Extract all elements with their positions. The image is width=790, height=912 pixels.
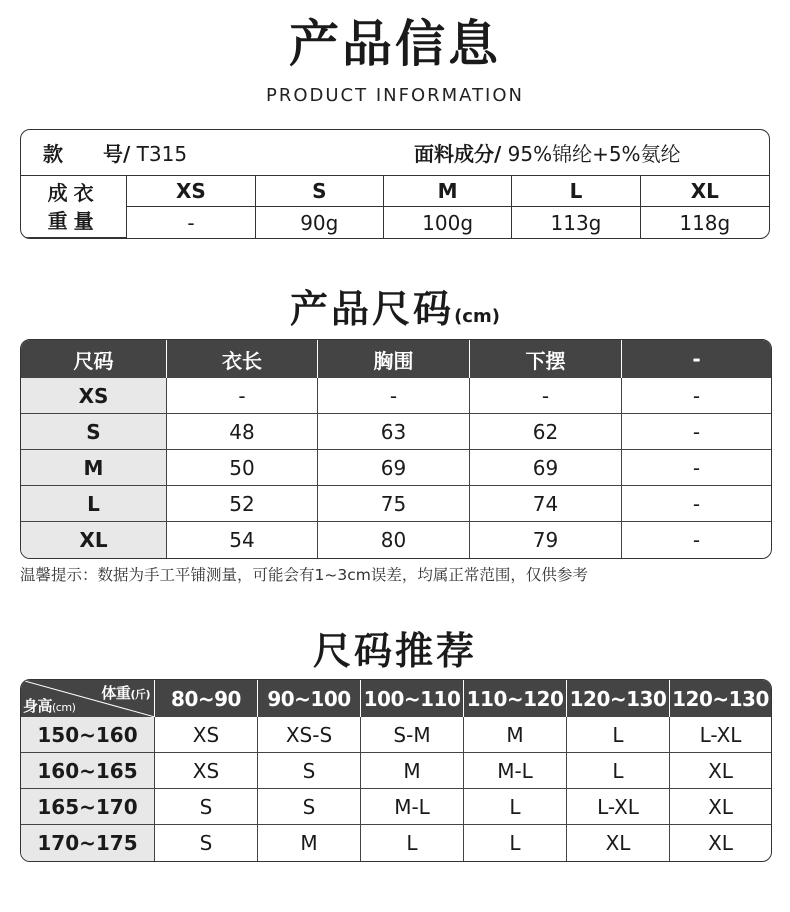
weight-value-m: 100g <box>384 207 512 238</box>
cell: M <box>258 825 361 861</box>
cell: 80 <box>318 522 470 558</box>
cell: 62 <box>470 414 622 450</box>
height-range: 160~165 <box>21 753 155 789</box>
cell: M-L <box>464 753 567 789</box>
cell: L <box>464 825 567 861</box>
header-extra: - <box>622 340 771 378</box>
cell: 50 <box>167 450 318 486</box>
table-row <box>21 717 771 753</box>
cell: - <box>167 378 318 414</box>
size-recommend-table <box>20 679 772 862</box>
measurement-note: 温馨提示：数据为手工平铺测量，可能会有1~3cm误差，均属正常范围，仅供参考 <box>20 566 588 584</box>
header-size: 尺码 <box>21 340 167 378</box>
cell: XL <box>567 825 670 861</box>
cell: XL <box>670 753 771 789</box>
weight-range: 110~120 <box>464 680 567 717</box>
cell: L-XL <box>567 789 670 825</box>
recommend-header <box>21 680 771 717</box>
fabric-value: 95%锦纶+5%氨纶 <box>507 142 681 166</box>
row-size: L <box>21 486 167 522</box>
style-value: T315 <box>136 142 188 166</box>
style-cell <box>21 130 384 176</box>
table-row <box>21 789 771 825</box>
size-table <box>20 339 772 559</box>
table-row <box>21 825 771 861</box>
cell: S-M <box>361 717 464 753</box>
weight-value-xs: - <box>127 207 255 238</box>
weight-range: 90~100 <box>258 680 361 717</box>
weight-label: 成衣重量 <box>21 176 127 238</box>
cell: S <box>155 825 258 861</box>
cell: - <box>470 378 622 414</box>
cell: 69 <box>318 450 470 486</box>
cell: 75 <box>318 486 470 522</box>
row-size: M <box>21 450 167 486</box>
weight-range: 120~130 <box>567 680 670 717</box>
weight-size-s: S <box>256 176 384 207</box>
cell: - <box>622 414 771 450</box>
weight-range: 80~90 <box>155 680 258 717</box>
weight-range: 120~130 <box>670 680 771 717</box>
height-range: 150~160 <box>21 717 155 753</box>
height-range: 165~170 <box>21 789 155 825</box>
row-size: XL <box>21 522 167 558</box>
cell: - <box>622 486 771 522</box>
cell: - <box>622 378 771 414</box>
cell: 52 <box>167 486 318 522</box>
cell: XS-S <box>258 717 361 753</box>
weight-value-l: 113g <box>512 207 640 238</box>
corner-height-label: 身高(cm) <box>23 697 76 715</box>
size-recommend-title: 尺码推荐 <box>312 629 477 673</box>
weight-value-xl: 118g <box>679 210 731 235</box>
weight-size-m: M <box>384 176 512 207</box>
style-fabric-row <box>21 130 769 176</box>
weight-value-s: 90g <box>256 207 384 238</box>
cell: M <box>464 717 567 753</box>
weight-size-l: L <box>512 176 640 207</box>
cell: M-L <box>361 789 464 825</box>
weight-value-row <box>21 207 769 238</box>
cell: S <box>155 789 258 825</box>
cell: M <box>361 753 464 789</box>
cell: L <box>464 789 567 825</box>
cell: XL <box>670 789 771 825</box>
product-size-title: 产品尺码(cm) <box>290 287 500 331</box>
table-row <box>21 486 771 522</box>
header-hem: 下摆 <box>470 340 622 378</box>
cell: - <box>318 378 470 414</box>
table-row <box>21 450 771 486</box>
cell: 54 <box>167 522 318 558</box>
cell: 48 <box>167 414 318 450</box>
table-row <box>21 378 771 414</box>
product-info-subtitle: PRODUCT INFORMATION <box>265 85 525 106</box>
corner-weight-label: 体重(斤) <box>101 684 150 702</box>
fabric-cell <box>384 130 769 176</box>
product-size-unit: (cm) <box>454 306 500 327</box>
weight-range: 100~110 <box>361 680 464 717</box>
cell: S <box>258 753 361 789</box>
cell: 79 <box>470 522 622 558</box>
cell: 69 <box>470 450 622 486</box>
weight-size-xs: XS <box>127 176 255 207</box>
cell: - <box>622 450 771 486</box>
row-size: S <box>21 414 167 450</box>
cell: 63 <box>318 414 470 450</box>
cell: L <box>361 825 464 861</box>
size-table-header <box>21 340 771 378</box>
cell: XS <box>155 753 258 789</box>
product-info-title: 产品信息 <box>289 15 501 73</box>
cell: XS <box>155 717 258 753</box>
cell: - <box>692 528 701 552</box>
cell: L <box>567 753 670 789</box>
row-size: XS <box>21 378 167 414</box>
height-range: 170~175 <box>21 825 155 861</box>
weight-size-xl: XL <box>641 176 769 207</box>
cell: S <box>258 789 361 825</box>
table-row <box>21 753 771 789</box>
style-label: 款 号/ <box>43 142 131 166</box>
table-row <box>21 414 771 450</box>
fabric-label: 面料成分/ <box>413 142 502 166</box>
cell: 74 <box>470 486 622 522</box>
cell: L <box>567 717 670 753</box>
cell: L-XL <box>670 717 771 753</box>
cell: XL <box>708 831 733 855</box>
header-length: 衣长 <box>167 340 318 378</box>
table-row <box>21 522 771 558</box>
product-info-table <box>20 129 770 239</box>
weight-size-row <box>21 176 769 207</box>
corner-header <box>21 680 155 717</box>
header-chest: 胸围 <box>318 340 470 378</box>
